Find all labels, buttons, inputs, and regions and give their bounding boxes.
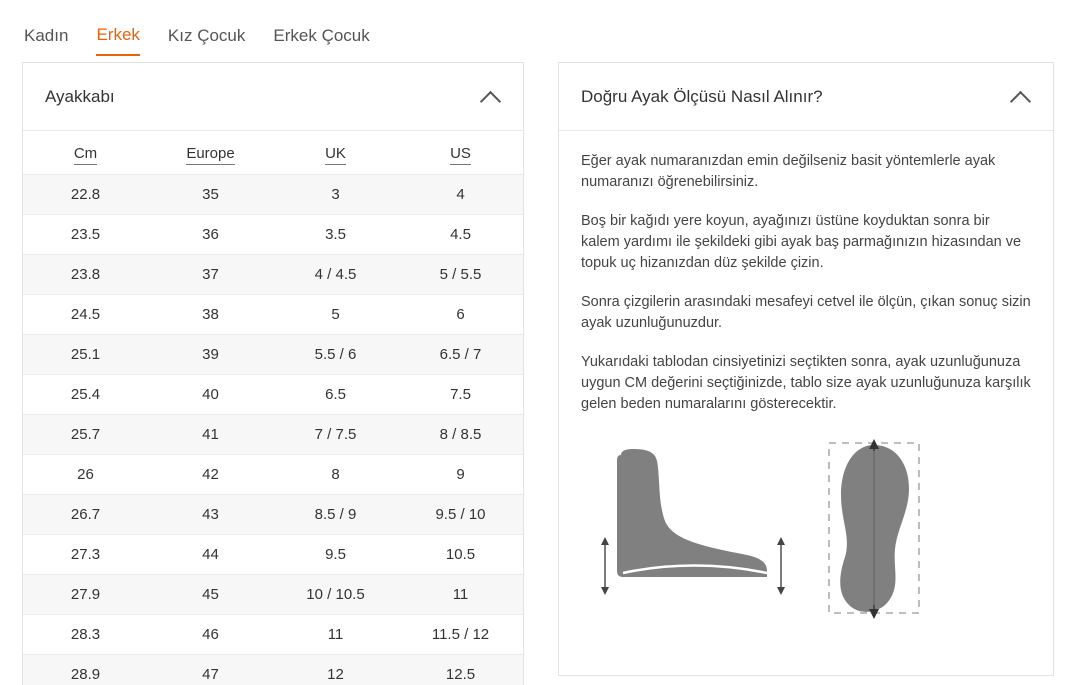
cell-uk: 6.5 <box>273 375 398 415</box>
cell-cm: 22.8 <box>23 175 148 215</box>
cell-uk: 8 <box>273 455 398 495</box>
cell-europe: 45 <box>148 575 273 615</box>
info-paragraph-2: Boş bir kağıdı yere koyun, ayağınızı üstüne koyduktan sonra bir kalem yardımı ile şekildeki gibi ayak baş parmağınızın hizasından ve topuk uç hizanızdan düz şekilde çizin. <box>581 213 1022 271</box>
column-header-europe: Europe <box>148 131 273 175</box>
cell-us: 10.5 <box>398 535 523 575</box>
table-row[interactable] <box>23 535 523 575</box>
cell-europe: 36 <box>148 215 273 255</box>
table-row[interactable] <box>23 375 523 415</box>
table-row[interactable] <box>23 455 523 495</box>
cell-us: 6 <box>398 295 523 335</box>
cell-uk: 11 <box>273 615 398 655</box>
cell-cm: 28.3 <box>23 615 148 655</box>
chevron-up-icon[interactable] <box>1011 91 1031 103</box>
cell-us: 5 / 5.5 <box>398 255 523 295</box>
cell-cm: 26.7 <box>23 495 148 535</box>
foot-sole-view-diagram <box>811 437 991 627</box>
table-row[interactable] <box>23 255 523 295</box>
cell-europe: 38 <box>148 295 273 335</box>
table-row[interactable] <box>23 495 523 535</box>
cell-uk: 8.5 / 9 <box>273 495 398 535</box>
shoe-size-panel-header[interactable] <box>23 63 523 131</box>
table-row[interactable] <box>23 295 523 335</box>
cell-europe: 40 <box>148 375 273 415</box>
info-paragraph-1: Eğer ayak numaranızdan emin değilseniz basit yöntemlerle ayak numaranızı öğrenebilirsiniz. <box>581 153 996 190</box>
measure-info-panel-header[interactable] <box>559 63 1053 131</box>
table-row[interactable] <box>23 215 523 255</box>
cell-uk: 9.5 <box>273 535 398 575</box>
foot-side-view-diagram <box>599 445 799 625</box>
cell-us: 9 <box>398 455 523 495</box>
cell-us: 11.5 / 12 <box>398 615 523 655</box>
chevron-up-icon[interactable] <box>481 91 501 103</box>
tab-erkek[interactable]: Erkek <box>96 24 139 56</box>
cell-uk: 4 / 4.5 <box>273 255 398 295</box>
cell-europe: 41 <box>148 415 273 455</box>
column-header-uk: UK <box>273 131 398 175</box>
table-row[interactable] <box>23 335 523 375</box>
cell-us: 4 <box>398 175 523 215</box>
foot-measurement-figures <box>581 437 1031 637</box>
tab-erkek-cocuk[interactable]: Erkek Çocuk <box>273 26 370 45</box>
cell-uk: 5.5 / 6 <box>273 335 398 375</box>
info-paragraph-3: Sonra çizgilerin arasındaki mesafeyi cetvel ile ölçün, çıkan sonuç sizin ayak uzunluğunuzdur. <box>581 294 1031 331</box>
cell-cm: 24.5 <box>23 295 148 335</box>
table-row[interactable] <box>23 415 523 455</box>
cell-europe: 44 <box>148 535 273 575</box>
cell-cm: 26 <box>23 455 148 495</box>
cell-us: 9.5 / 10 <box>398 495 523 535</box>
cell-cm: 25.7 <box>23 415 148 455</box>
column-header-us: US <box>398 131 523 175</box>
table-row[interactable] <box>23 175 523 215</box>
table-header-row <box>23 131 523 175</box>
cell-us: 8 / 8.5 <box>398 415 523 455</box>
cell-us: 4.5 <box>398 215 523 255</box>
cell-us: 6.5 / 7 <box>398 335 523 375</box>
table-row[interactable] <box>23 655 523 685</box>
cell-uk: 3 <box>273 175 398 215</box>
cell-uk: 12 <box>273 655 398 685</box>
cell-europe: 43 <box>148 495 273 535</box>
shoe-size-panel <box>22 62 524 685</box>
cell-cm: 25.1 <box>23 335 148 375</box>
shoe-size-panel-title: Ayakkabı <box>45 86 115 106</box>
cell-uk: 7 / 7.5 <box>273 415 398 455</box>
cell-europe: 47 <box>148 655 273 685</box>
cell-cm: 27.3 <box>23 535 148 575</box>
cell-us: 12.5 <box>398 655 523 685</box>
cell-cm: 27.9 <box>23 575 148 615</box>
size-table <box>23 131 523 685</box>
cell-cm: 23.8 <box>23 255 148 295</box>
cell-europe: 39 <box>148 335 273 375</box>
gender-tabs <box>0 0 1077 62</box>
measure-info-body <box>559 131 1053 637</box>
cell-europe: 37 <box>148 255 273 295</box>
tab-kiz-cocuk[interactable]: Kız Çocuk <box>167 26 246 45</box>
panels-row <box>0 62 1077 685</box>
cell-us: 11 <box>398 575 523 615</box>
cell-us: 7.5 <box>398 375 523 415</box>
table-row[interactable] <box>23 575 523 615</box>
info-paragraph-4: Yukarıdaki tablodan cinsiyetinizi seçtikten sonra, ayak uzunluğunuza uygun CM değerini seçtiğinizde, tablo size ayak uzunluğunuza karşılık gelen beden numaralarını gösterecektir. <box>581 354 1031 412</box>
cell-cm: 25.4 <box>23 375 148 415</box>
cell-cm: 28.9 <box>23 655 148 685</box>
measure-info-panel-title: Doğru Ayak Ölçüsü Nasıl Alınır? <box>581 86 823 106</box>
cell-europe: 46 <box>148 615 273 655</box>
table-row[interactable] <box>23 615 523 655</box>
cell-uk: 10 / 10.5 <box>273 575 398 615</box>
cell-uk: 3.5 <box>273 215 398 255</box>
cell-uk: 5 <box>273 295 398 335</box>
cell-cm: 23.5 <box>23 215 148 255</box>
tab-kadin[interactable]: Kadın <box>24 26 69 45</box>
measure-info-panel <box>558 62 1054 676</box>
column-header-cm: Cm <box>23 131 148 175</box>
cell-europe: 42 <box>148 455 273 495</box>
cell-europe: 35 <box>148 175 273 215</box>
